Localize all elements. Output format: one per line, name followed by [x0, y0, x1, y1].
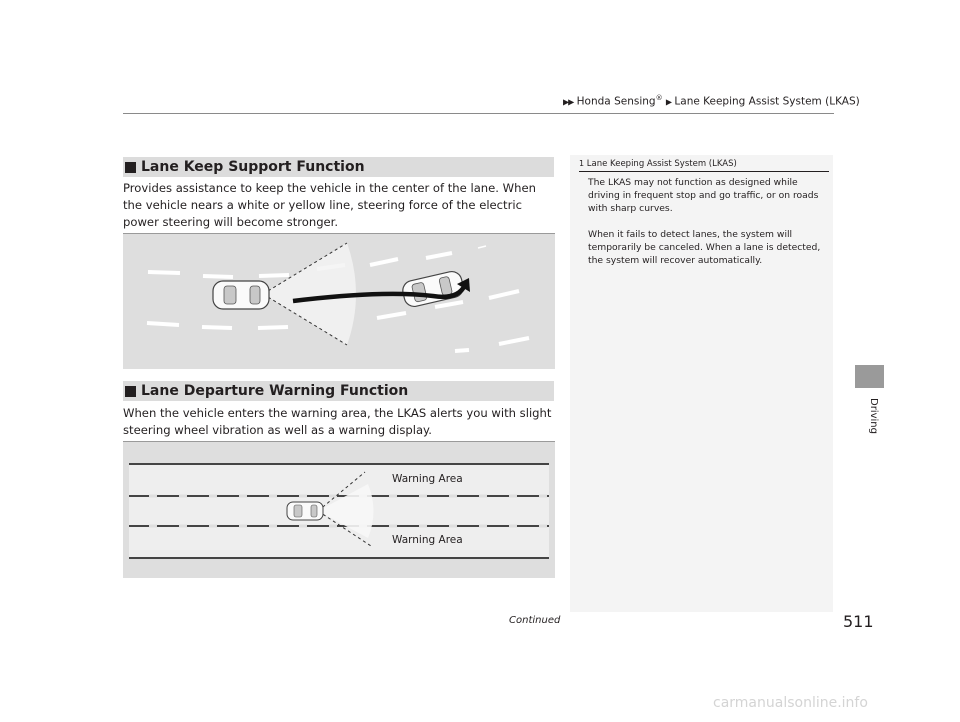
- car-lane-departure: [287, 502, 323, 520]
- breadcrumb-item-honda-sensing: Honda Sensing: [576, 95, 656, 108]
- page-number: 511: [843, 612, 874, 631]
- section-body-lane-keep-support: Provides assistance to keep the vehicle in the center of the lane. When the vehicle nears a white or yellow line, steering force of the electric power steering will become stronger.: [123, 181, 536, 229]
- sidenote-ref-number: 1: [579, 159, 585, 168]
- watermark-text: carmanualsonline.info: [713, 695, 868, 711]
- sidenote-title: [579, 159, 737, 169]
- breadcrumb: [563, 94, 860, 108]
- lane-keep-diagram: [123, 234, 555, 369]
- sidenote-panel: [570, 155, 833, 612]
- section-heading-text: Lane Departure Warning Function: [141, 383, 409, 399]
- warning-area-label-upper: Warning Area: [392, 473, 463, 485]
- lane-departure-diagram: [123, 442, 555, 578]
- registered-mark: ®: [655, 94, 663, 102]
- sidenote-title-divider: [579, 171, 829, 172]
- chapter-tab-label: Driving: [868, 398, 879, 434]
- sidenote-paragraph: When it fails to detect lanes, the system will temporarily be canceled. When a lane is detected, the system will recover automatically.: [588, 229, 821, 266]
- breadcrumb-item-lkas: Lane Keeping Assist System (LKAS): [674, 95, 860, 108]
- section-heading-text: Lane Keep Support Function: [141, 159, 365, 175]
- section-heading-lane-keep-support: [123, 157, 554, 177]
- continued-label: Continued: [509, 615, 561, 626]
- warning-area-label-lower: Warning Area: [392, 534, 463, 546]
- car-left: [213, 281, 269, 309]
- header-divider: [123, 113, 834, 114]
- chapter-tab-marker: [855, 365, 884, 388]
- section-bullet-icon: [125, 386, 136, 397]
- breadcrumb-arrow-icon: ▶▶: [563, 97, 574, 107]
- lane-departure-illustration: [123, 441, 555, 578]
- section-body-lane-departure-warning: When the vehicle enters the warning area, the LKAS alerts you with slight steering wheel vibration as well as a warning display.: [123, 406, 552, 437]
- sidenote-paragraph: The LKAS may not function as designed while driving in frequent stop and go traffic, or on roads with sharp curves.: [588, 177, 819, 214]
- sidenote-title-text: Lane Keeping Assist System (LKAS): [586, 159, 737, 169]
- breadcrumb-arrow-icon: ▶: [665, 97, 672, 107]
- section-heading-lane-departure-warning: [123, 381, 554, 401]
- section-bullet-icon: [125, 162, 136, 173]
- lane-keep-illustration: [123, 233, 555, 369]
